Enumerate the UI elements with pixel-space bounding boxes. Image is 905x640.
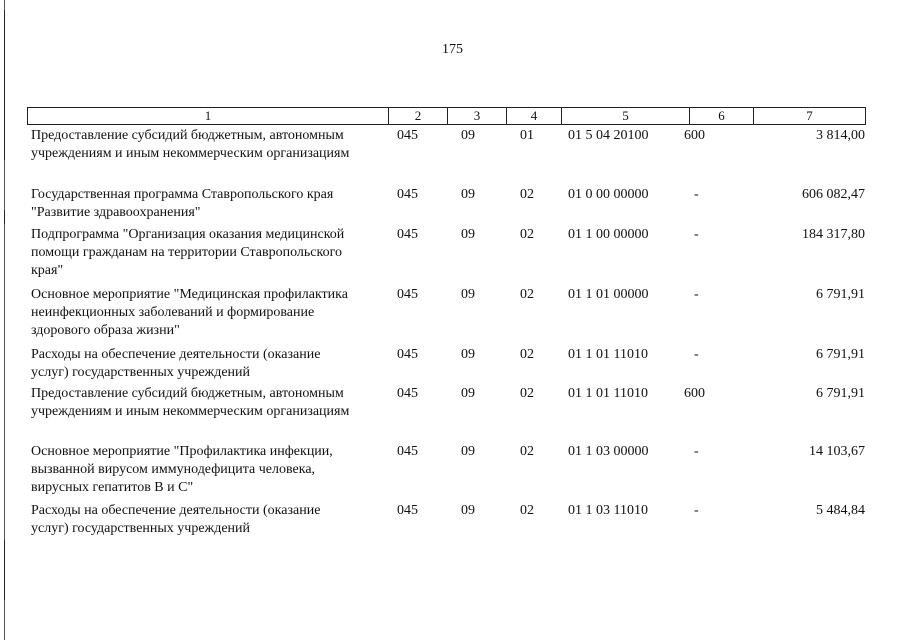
row-col-6: - <box>694 227 699 242</box>
header-col-4: 4 <box>506 108 561 124</box>
header-col-3: 3 <box>447 108 506 124</box>
row-col-4: 02 <box>520 444 534 459</box>
row-name: Государственная программа Ставропольского края "Развитие здравоохранения" <box>31 187 334 220</box>
row-col-5: 01 1 01 00000 <box>568 287 649 302</box>
row-col-4: 02 <box>520 187 534 202</box>
row-col-2: 045 <box>397 187 418 202</box>
row-col-7: 6 791,91 <box>816 347 865 362</box>
row-col-2: 045 <box>397 347 418 362</box>
table-header-row <box>27 107 866 125</box>
row-col-6: 600 <box>684 386 705 401</box>
row-col-4: 02 <box>520 287 534 302</box>
row-col-7: 3 814,00 <box>816 128 865 143</box>
row-col-2: 045 <box>397 287 418 302</box>
row-col-6: - <box>694 187 699 202</box>
header-col-1: 1 <box>204 108 212 123</box>
row-name: Расходы на обеспечение деятельности (оказание услуг) государственных учреждений <box>31 503 321 536</box>
row-col-4: 02 <box>520 227 534 242</box>
row-col-3: 09 <box>461 227 475 242</box>
row-col-3: 09 <box>461 187 475 202</box>
row-col-3: 09 <box>461 287 475 302</box>
row-name: Подпрограмма "Организация оказания медицинской помощи гражданам на территории Ставропольского края" <box>31 227 345 278</box>
row-name: Основное мероприятие "Профилактика инфекции, вызванной вирусом иммунодефицита человека, вирусных гепатитов В и С" <box>31 444 333 495</box>
row-col-7: 14 103,67 <box>809 444 865 459</box>
row-col-2: 045 <box>397 444 418 459</box>
row-col-7: 5 484,84 <box>816 503 865 518</box>
scan-margin-mark <box>4 210 5 224</box>
row-col-7: 6 791,91 <box>816 386 865 401</box>
row-col-5: 01 5 04 20100 <box>568 128 649 143</box>
row-col-7: 6 791,91 <box>816 287 865 302</box>
row-col-2: 045 <box>397 227 418 242</box>
row-col-4: 02 <box>520 347 534 362</box>
row-col-6: - <box>694 444 699 459</box>
row-col-2: 045 <box>397 386 418 401</box>
row-col-6: - <box>694 347 699 362</box>
row-col-3: 09 <box>461 128 475 143</box>
row-col-4: 02 <box>520 503 534 518</box>
row-name: Основное мероприятие "Медицинская профилактика неинфекционных заболеваний и формирование здорового образа жизни" <box>31 287 348 338</box>
scan-margin-mark <box>4 540 5 600</box>
row-col-7: 606 082,47 <box>802 187 865 202</box>
row-col-7: 184 317,80 <box>802 227 865 242</box>
row-col-5: 01 0 00 00000 <box>568 187 649 202</box>
row-col-3: 09 <box>461 503 475 518</box>
row-col-3: 09 <box>461 347 475 362</box>
row-col-4: 02 <box>520 386 534 401</box>
row-col-5: 01 1 03 00000 <box>568 444 649 459</box>
row-name: Расходы на обеспечение деятельности (оказание услуг) государственных учреждений <box>31 347 321 380</box>
row-col-4: 01 <box>520 128 534 143</box>
row-col-2: 045 <box>397 128 418 143</box>
header-col-7: 7 <box>753 108 865 124</box>
row-col-3: 09 <box>461 444 475 459</box>
page-number: 175 <box>442 42 463 57</box>
row-col-5: 01 1 03 11010 <box>568 503 648 518</box>
row-col-5: 01 1 00 00000 <box>568 227 649 242</box>
row-name: Предоставление субсидий бюджетным, автономным учреждениям и иным некоммерческим организациям <box>31 128 350 161</box>
header-col-2: 2 <box>388 108 447 124</box>
header-col-6: 6 <box>689 108 753 124</box>
row-col-5: 01 1 01 11010 <box>568 386 648 401</box>
row-name: Предоставление субсидий бюджетным, автономным учреждениям и иным некоммерческим организациям <box>31 386 350 419</box>
row-col-5: 01 1 01 11010 <box>568 347 648 362</box>
row-col-3: 09 <box>461 386 475 401</box>
row-col-6: 600 <box>684 128 705 143</box>
row-col-2: 045 <box>397 503 418 518</box>
row-col-6: - <box>694 503 699 518</box>
header-col-5: 5 <box>561 108 689 124</box>
row-col-6: - <box>694 287 699 302</box>
scan-margin-mark <box>4 10 5 160</box>
